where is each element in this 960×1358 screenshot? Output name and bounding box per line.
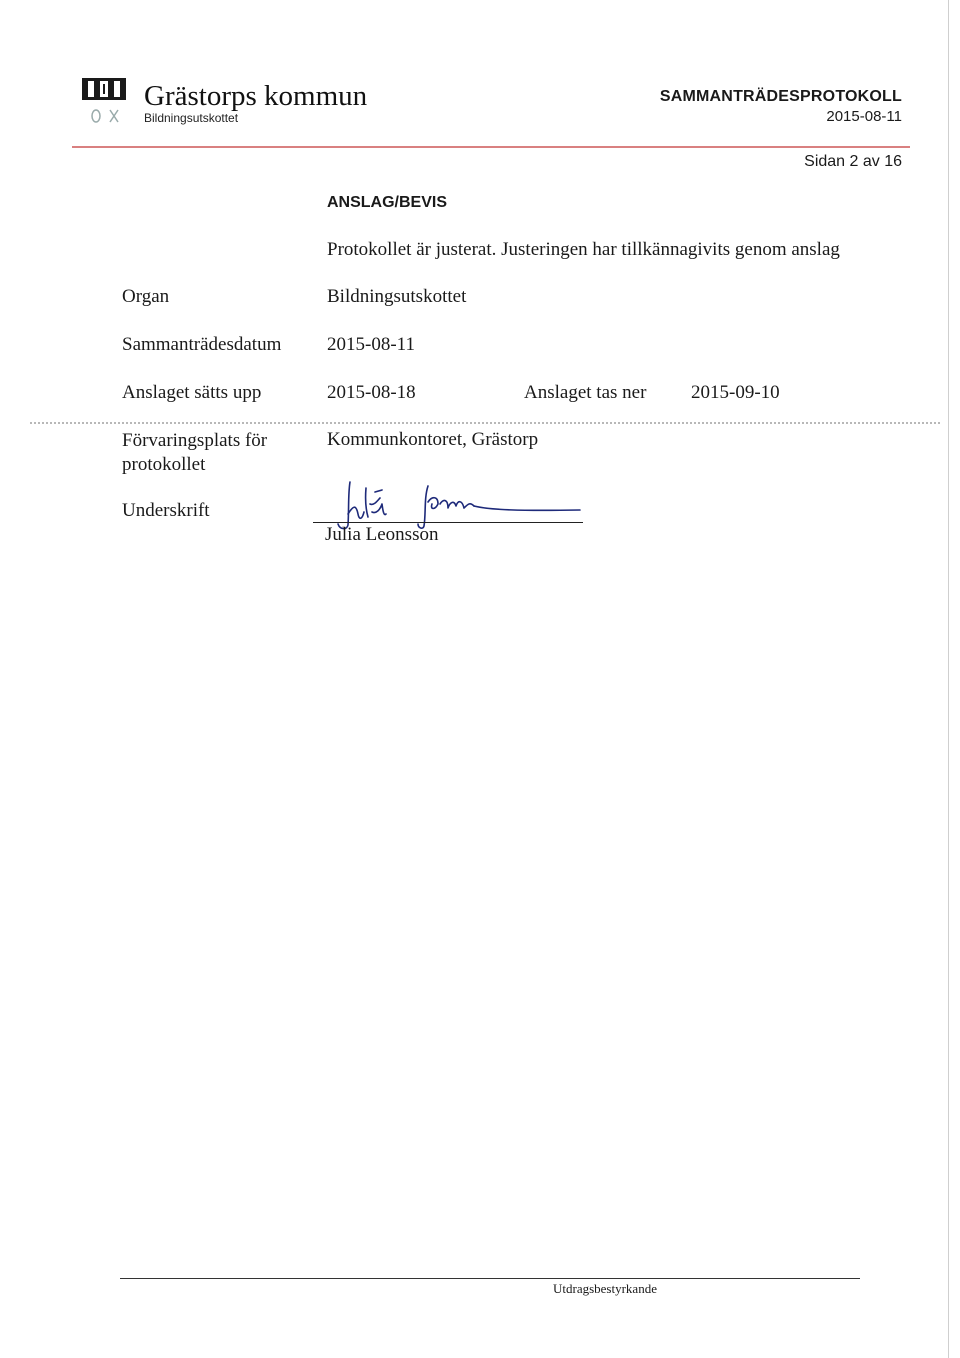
removed-value: 2015-09-10	[691, 382, 780, 403]
posted-label: Anslaget sätts upp	[122, 382, 262, 403]
signer-name: Julia Leonsson	[325, 524, 439, 545]
organization-committee: Bildningsutskottet	[144, 111, 239, 125]
footer-divider	[120, 1278, 860, 1279]
municipal-crest-icon	[80, 76, 128, 128]
organ-value: Bildningsutskottet	[327, 286, 467, 307]
organ-label: Organ	[122, 286, 170, 307]
handwritten-signature	[320, 470, 600, 530]
posted-value: 2015-08-18	[327, 382, 416, 403]
scan-edge-line	[948, 0, 949, 1358]
storage-label	[122, 429, 267, 477]
organization-name: Grästorps kommun	[144, 80, 368, 112]
storage-label-line-1: Förvaringsplats för	[122, 430, 268, 451]
removed-label: Anslaget tas ner	[524, 382, 647, 403]
document-date: 2015-08-11	[826, 108, 902, 125]
meeting-date-label: Sammanträdesdatum	[122, 334, 282, 355]
document-type: SAMMANTRÄDESPROTOKOLL	[659, 88, 902, 105]
storage-value: Kommunkontoret, Grästorp	[327, 429, 539, 450]
certification-label: Utdragsbestyrkande	[553, 1281, 657, 1296]
intro-text: Protokollet är justerat. Justeringen har tillkännagivits genom anslag	[327, 239, 840, 260]
storage-label-line-2: protokollet	[122, 454, 206, 475]
signature-line	[313, 522, 583, 523]
section-title: ANSLAG/BEVIS	[327, 194, 448, 211]
signature-label: Underskrift	[122, 500, 210, 521]
page-number: Sidan 2 av 16	[804, 153, 902, 170]
dotted-divider	[30, 422, 940, 424]
meeting-date-value: 2015-08-11	[327, 334, 415, 355]
header-divider	[72, 146, 910, 148]
